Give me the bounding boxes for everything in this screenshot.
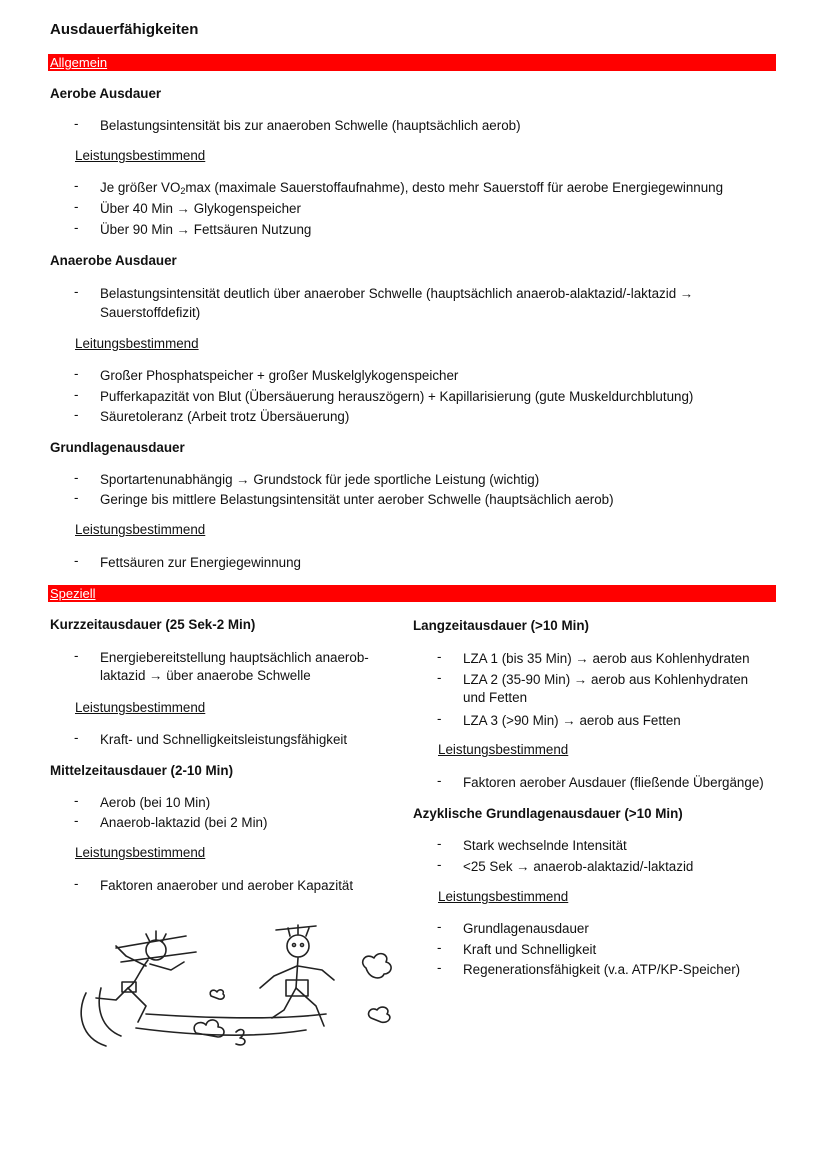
section-bar-allgemein — [48, 54, 776, 71]
section-label-allgemein: Allgemein — [50, 55, 108, 70]
list-item-continuation: laktazid → über anaerobe Schwelle — [100, 668, 311, 683]
heading-aerobe-ausdauer: Aerobe Ausdauer — [50, 86, 162, 101]
heading-mittelzeitausdauer: Mittelzeitausdauer (2-10 Min) — [50, 763, 234, 778]
page-title: Ausdauerfähigkeiten — [50, 21, 199, 38]
subheading-leitungsbestimmend: Leitungsbestimmend — [75, 336, 199, 351]
section-label-speziell: Speziell — [50, 586, 96, 601]
subheading-leistungsbestimmend: Leistungsbestimmend — [75, 148, 206, 163]
list-item-continuation: Sauerstoffdefizit) — [100, 305, 201, 320]
subheading-leistungsbestimmend: Leistungsbestimmend — [438, 742, 569, 757]
subheading-leistungsbestimmend: Leistungsbestimmend — [75, 522, 206, 537]
section-bar-speziell — [48, 585, 776, 602]
heading-kurzzeitausdauer: Kurzzeitausdauer (25 Sek-2 Min) — [50, 617, 256, 632]
heading-anaerobe-ausdauer: Anaerobe Ausdauer — [50, 253, 177, 268]
subheading-leistungsbestimmend: Leistungsbestimmend — [75, 845, 206, 860]
list-item-continuation: und Fetten — [463, 690, 528, 705]
heading-langzeitausdauer: Langzeitausdauer (>10 Min) — [413, 618, 589, 633]
heading-grundlagenausdauer: Grundlagenausdauer — [50, 440, 185, 455]
subheading-leistungsbestimmend: Leistungsbestimmend — [438, 889, 569, 904]
document-page: Ausdauerfähigkeiten Allgemein Aerobe Ausdauer - Belastungsintensität bis zur anaeroben Schwelle (hauptsächlich aerob) Leistungsbestimmend - Je größer $VO_2\max$ (maximale Sauerstoffaufnahme), desto mehr Sauerstoff für aerobe Energiegewinnung - Über 40 Min → Glykogenspeicher - Über 90 Min → Fettsäuren Nutzung Anaerobe Ausdauer - Belastungsintensität deutlich über anaerober Schwelle (hauptsächlich anaerob-alaktazid/-laktazid → Sauerstoffdefizit) Leitungsbestimmend - Großer Phosphatspeicher + großer Muskelglykogenspeicher - Pufferkapazität von Blut (Übersäuerung herauszögern) + Kapillarisierung (gute Muskeldurchblutung) - Säuretoleranz (Arbeit trotz Übersäuerung) Grundlagenausdauer - Sportartenunabhängig → Grundstock für jede sportliche Leistung (wichtig) - Geringe bis mittlere Belastungsintensität unter aerober Schwelle (hauptsächlich aerob) Leistungsbestimmend - Fettsäuren zur Energiegewinnung Speziell Kurzzeitausdauer (25 Sek-2 Min) - Energiebereitstellung hauptsächlich anaerob- laktazid → über anaerobe Schwelle Leistungsbestimmend - Kraft- und Schnelligkeitsleistungsfähigkeit Mittelzeitausdauer (2-10 Min) - Aerob (bei 10 Min) - Anaerob-laktazid (bei 2 Min) Leistungsbestimmend - Faktoren anaerober und aerober Kapazität Langzeitausdauer (>10 Min) - LZA 1 (bis 35 Min) → aerob aus Kohlenhydraten - LZA 2 (35-90 Min) → aerob aus Kohlenhydraten und Fetten - LZA 3 (>90 Min) → aerob aus Fetten Leistungsbestimmend - Faktoren aerober Ausdauer (fließende Übergänge) Azyklische Grundlagenausdauer (>10 Min) - Stark wechselnde Intensität - <25 Sek → anaerob-alaktazid/-laktazid Leistungsbestimmend - Grundlagenausdauer - Kraft und Schnelligkeit - Regenerationsfähigkeit (v.a. ATP/KP-Speicher) — [0, 0, 828, 1171]
heading-azyklische-grundlagenausdauer: Azyklische Grundlagenausdauer (>10 Min) — [413, 806, 683, 821]
subheading-leistungsbestimmend: Leistungsbestimmend — [75, 700, 206, 715]
runners-sketch-illustration — [76, 918, 406, 1058]
